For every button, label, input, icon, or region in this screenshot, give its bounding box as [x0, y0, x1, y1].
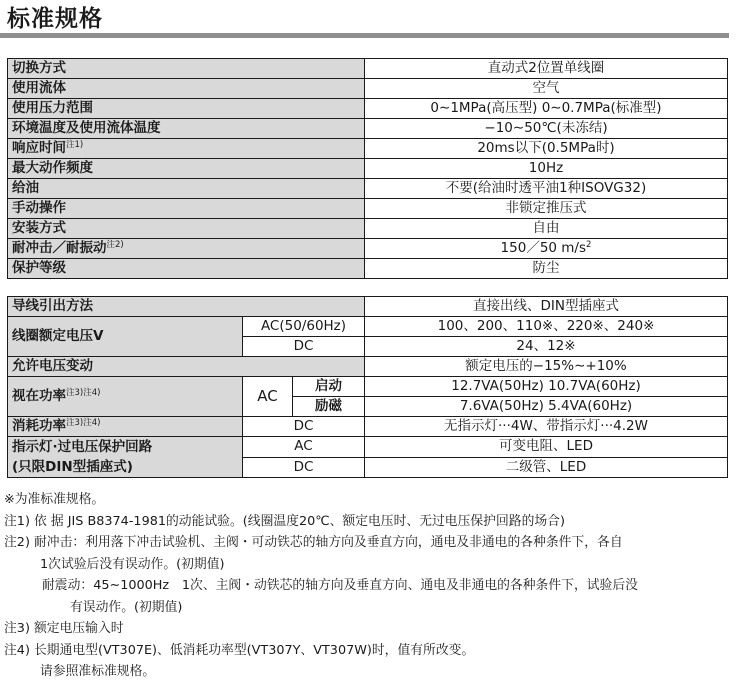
spec-label-cell	[8, 99, 365, 119]
spec-label-cell	[8, 199, 365, 219]
table-row	[8, 199, 728, 219]
footnote-line: ※为准标准规格。	[4, 492, 105, 507]
spec-label: 响应时间	[12, 140, 66, 156]
indicator-label-cell	[8, 437, 243, 478]
spec-value: 不要(给油时透平油1种ISOVG32)	[445, 180, 647, 196]
power-consumption-value: 无指示灯···4W、带指示灯···4.2W	[365, 417, 728, 437]
coil-voltage-dc-value: 24、12※	[365, 337, 728, 357]
spec-value: 20ms以下(0.5MPa时)	[477, 140, 615, 156]
table-row	[8, 179, 728, 199]
power-consumption-label: 消耗功率	[12, 418, 66, 434]
table-row	[8, 139, 728, 159]
spec-label-cell	[8, 159, 365, 179]
table-row	[8, 219, 728, 239]
apparent-power-note: 注3)注4)	[66, 388, 101, 398]
apparent-power-holding-value: 7.6VA(50Hz) 5.4VA(60Hz)	[365, 397, 728, 417]
table-row	[8, 317, 728, 337]
spec-value-cell	[365, 119, 728, 139]
apparent-power-inrush-label: 启动	[293, 377, 365, 397]
indicator-ac-value: 可变电阻、LED	[365, 437, 728, 458]
spec-value-cell	[365, 219, 728, 239]
indicator-dc-label: DC	[243, 457, 365, 478]
apparent-power-ac-label: AC	[243, 377, 293, 417]
table-row	[8, 297, 728, 317]
table-row	[8, 99, 728, 119]
footnote-line: 请参照准标准规格。	[40, 664, 156, 679]
table-row	[8, 119, 728, 139]
coil-voltage-label: 线圈额定电压V	[8, 317, 243, 357]
allowable-variation-value: 额定电压的−15%∼+10%	[365, 357, 728, 377]
spec-label-cell	[8, 119, 365, 139]
apparent-power-cell	[8, 377, 243, 417]
spec-value: 防尘	[532, 260, 560, 276]
spec-table-general	[7, 58, 728, 279]
apparent-power-label: 视在功率	[12, 388, 66, 404]
spec-label-cell	[8, 259, 365, 279]
table-row	[8, 437, 728, 458]
footnote-line: 注4) 长期通电型(VT307E)、低消耗功率型(VT307Y、VT307W)时，值有所改变。	[4, 642, 475, 658]
table-row	[8, 357, 728, 377]
table-row	[8, 239, 728, 259]
footnote-line: 注1) 依 据 JIS B8374-1981的动能试验。(线圈温度20℃、额定电压时、无过电压保护回路的场合)	[4, 513, 565, 529]
spec-value: 空气	[532, 80, 560, 96]
spec-value: 非锁定推压式	[505, 200, 587, 216]
spec-label: 保护等级	[12, 260, 66, 276]
spec-label-note: 注1)	[66, 140, 84, 150]
footnotes	[4, 489, 739, 683]
table-row	[8, 377, 728, 397]
page-title: 标准规格	[7, 6, 103, 32]
power-consumption-dc-label: DC	[243, 417, 365, 437]
spec-label-note: 注2)	[106, 240, 124, 250]
spec-value: 自由	[532, 220, 560, 236]
spec-value: −10∼50℃(未冻结)	[484, 120, 608, 136]
footnote-line: 1次试验后没有误动作。(初期值)	[40, 556, 225, 572]
spec-label: 切换方式	[12, 60, 66, 76]
spec-value: 直动式2位置单线圈	[487, 60, 605, 76]
footnote-line: 耐震动：45∼1000Hz 1次、主阀・动铁芯的轴方向及垂直方向、通电及非通电的各种条件下，试验后没	[42, 578, 638, 593]
spec-label: 给油	[12, 180, 39, 196]
power-consumption-note: 注3)注4)	[66, 418, 101, 428]
apparent-power-inrush-value: 12.7VA(50Hz) 10.7VA(60Hz)	[365, 377, 728, 397]
title-underline-bar	[0, 33, 729, 38]
spec-value-cell	[365, 259, 728, 279]
table-row	[8, 59, 728, 79]
spec-label-cell	[8, 219, 365, 239]
spec-label: 最大动作频度	[12, 160, 93, 176]
apparent-power-holding-label: 励磁	[293, 397, 365, 417]
spec-label: 环境温度及使用流体温度	[12, 120, 161, 136]
lead-wire-label: 导线引出方法	[8, 297, 365, 317]
indicator-ac-label: AC	[243, 437, 365, 458]
spec-label: 使用流体	[12, 80, 66, 96]
table-row	[8, 159, 728, 179]
spec-label: 使用压力范围	[12, 100, 93, 116]
spec-label-cell	[8, 239, 365, 259]
spec-label-cell	[8, 59, 365, 79]
spec-label: 耐冲击／耐振动	[12, 240, 107, 256]
spec-value: 10Hz	[528, 160, 564, 176]
spec-label-cell	[8, 79, 365, 99]
indicator-dc-value: 二级管、LED	[365, 457, 728, 478]
spec-value-cell	[365, 99, 728, 119]
spec-value: 0∼1MPa(高压型) 0∼0.7MPa(标准型)	[430, 100, 662, 116]
spec-value-sup: 2	[586, 240, 592, 250]
coil-voltage-dc-label: DC	[243, 337, 365, 357]
footnote-line: 注2) 耐冲击：利用落下冲击试验机、主阀・可动铁芯的轴方向及垂直方向，通电及非通电的各种条件下，各自	[4, 535, 623, 550]
coil-voltage-ac-value: 100、200、110※、220※、240※	[365, 317, 728, 337]
indicator-label-line2: (只限DIN型插座式)	[12, 459, 133, 475]
power-consumption-cell	[8, 417, 243, 437]
footnote-line: 注3) 额定电压输入时	[4, 621, 124, 636]
table-row	[8, 79, 728, 99]
table-row	[8, 259, 728, 279]
spec-label-cell	[8, 139, 365, 159]
spec-value: 150／50 m/s	[500, 240, 587, 256]
spec-value-cell	[365, 159, 728, 179]
spec-label: 安装方式	[12, 220, 66, 236]
footnote-line: 有误动作。(初期值)	[70, 599, 183, 615]
spec-label: 手动操作	[12, 200, 66, 216]
spec-value-cell	[365, 239, 728, 259]
spec-value-cell	[365, 139, 728, 159]
spec-table-electrical	[7, 296, 728, 478]
coil-voltage-ac-label: AC(50/60Hz)	[243, 317, 365, 337]
indicator-label-line1: 指示灯·过电压保护回路	[12, 439, 153, 455]
allowable-variation-label: 允许电压变动	[8, 357, 365, 377]
spec-value-cell	[365, 59, 728, 79]
lead-wire-value: 直接出线、DIN型插座式	[365, 297, 728, 317]
table-row	[8, 417, 728, 437]
spec-value-cell	[365, 79, 728, 99]
spec-value-cell	[365, 199, 728, 219]
spec-value-cell	[365, 179, 728, 199]
spec-label-cell	[8, 179, 365, 199]
